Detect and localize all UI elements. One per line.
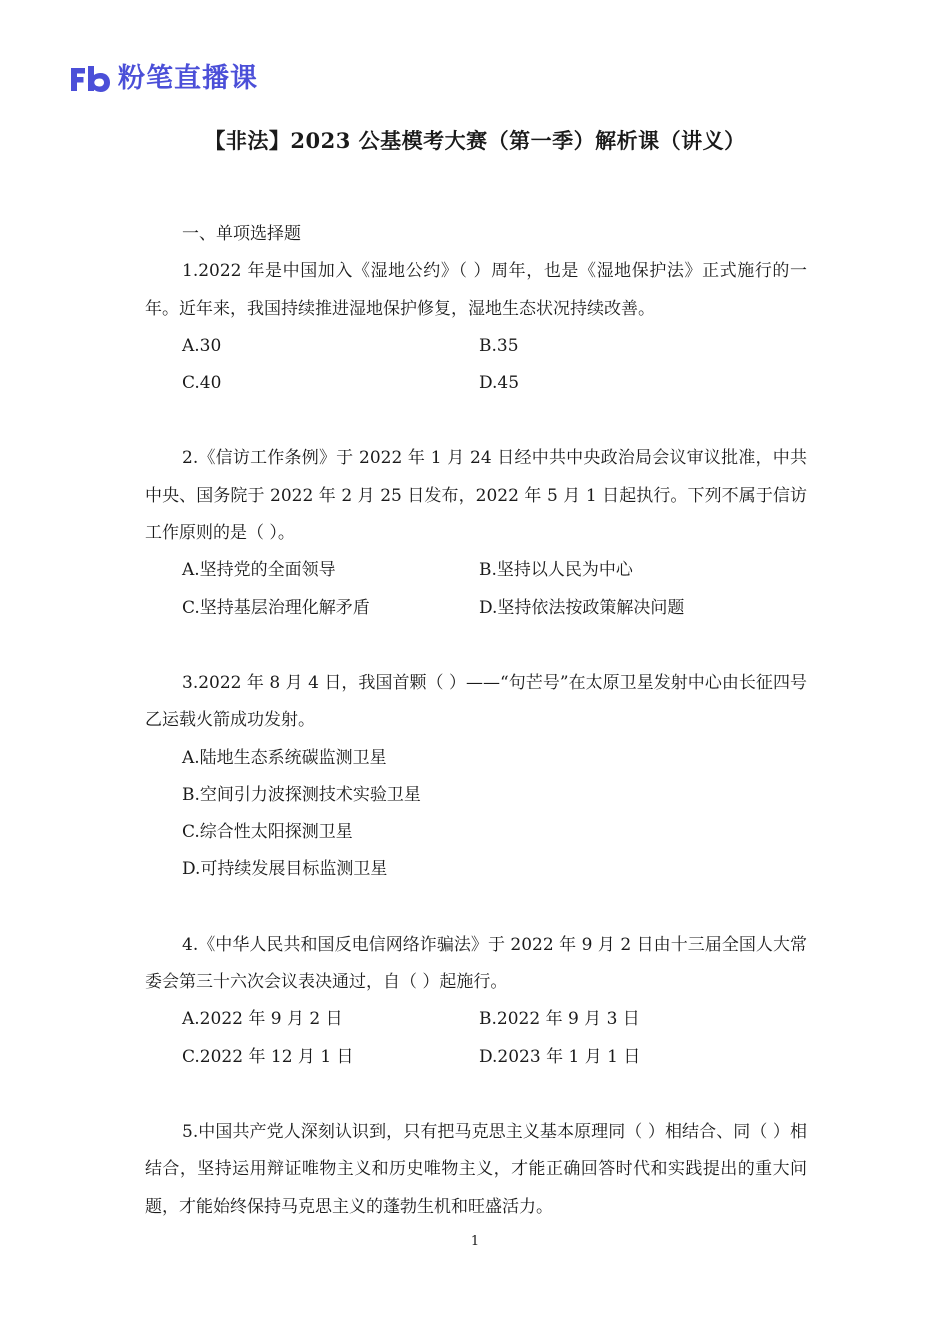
option-b: B.空间引力波探测技术实验卫星 [182, 784, 421, 805]
option-c: C.坚持基层治理化解矛盾 [182, 597, 370, 618]
brand-logo [68, 62, 258, 96]
page-number: 1 [470, 1234, 480, 1249]
option-row [145, 365, 807, 402]
option-d: D.2023 年 1 月 1 日 [479, 1046, 641, 1067]
fb-logo-icon [68, 64, 112, 94]
option-d: D.可持续发展目标监测卫星 [182, 859, 388, 880]
option-row [145, 328, 807, 365]
option-row [145, 552, 807, 589]
option-b: B.坚持以人民为中心 [479, 560, 633, 581]
option-a: A.坚持党的全面领导 [182, 560, 336, 581]
spacer [145, 402, 807, 440]
option-row [145, 1039, 807, 1076]
question-3 [145, 665, 807, 889]
option-row [145, 590, 807, 627]
question-1 [145, 253, 807, 402]
option-d: D.45 [479, 373, 520, 394]
question-4 [145, 927, 807, 1076]
option-b: B.2022 年 9 月 3 日 [479, 1009, 640, 1030]
spacer [145, 1076, 807, 1114]
question-stem: 4.《中华人民共和国反电信网络诈骗法》于 2022 年 9 月 2 日由十三届全国人大常委会第三十六次会议表决通过，自（ ）起施行。 [145, 934, 807, 993]
option-a: A.陆地生态系统碳监测卫星 [182, 747, 387, 768]
question-stem: 1.2022 年是中国加入《湿地公约》（ ）周年，也是《湿地保护法》正式施行的一年。近年来，我国持续推进湿地保护修复，湿地生态状况持续改善。 [145, 261, 807, 319]
question-stem: 2.《信访工作条例》于 2022 年 1 月 24 日经中共中央政治局会议审议批准，中共中央、国务院于 2022 年 2 月 25 日发布，2022 年 5 月 1 日起执行。下列不属于信访工作原则的是（ ）。 [145, 448, 807, 544]
spacer [145, 889, 807, 927]
section-heading: 一、单项选择题 [182, 224, 301, 244]
question-2 [145, 440, 807, 626]
document-title: 【非法】2023 公基模考大赛（第一季）解析课（讲义） [204, 128, 746, 153]
question-5 [145, 1114, 807, 1226]
brand-name: 粉笔直播课 [118, 63, 258, 94]
option-a: A.30 [182, 335, 222, 356]
option-c: C.2022 年 12 月 1 日 [182, 1046, 354, 1067]
spacer [145, 627, 807, 665]
option-b: B.35 [479, 335, 519, 356]
question-stem: 5.中国共产党人深刻认识到，只有把马克思主义基本原理同（ ）相结合、同（ ）相结合，坚持运用辩证唯物主义和历史唯物主义，才能正确回答时代和实践提出的重大问题，才能始终保持马克思主义的蓬勃生机和旺盛活力。 [145, 1121, 807, 1217]
option-row [145, 1001, 807, 1038]
option-c: C.综合性太阳探测卫星 [182, 822, 353, 843]
option-a: A.2022 年 9 月 2 日 [182, 1009, 343, 1030]
document-body [145, 216, 807, 1226]
option-c: C.40 [182, 373, 222, 394]
option-d: D.坚持依法按政策解决问题 [479, 597, 685, 618]
question-stem: 3.2022 年 8 月 4 日，我国首颗（ ）——“句芒号”在太原卫星发射中心由长征四号乙运载火箭成功发射。 [145, 672, 807, 731]
